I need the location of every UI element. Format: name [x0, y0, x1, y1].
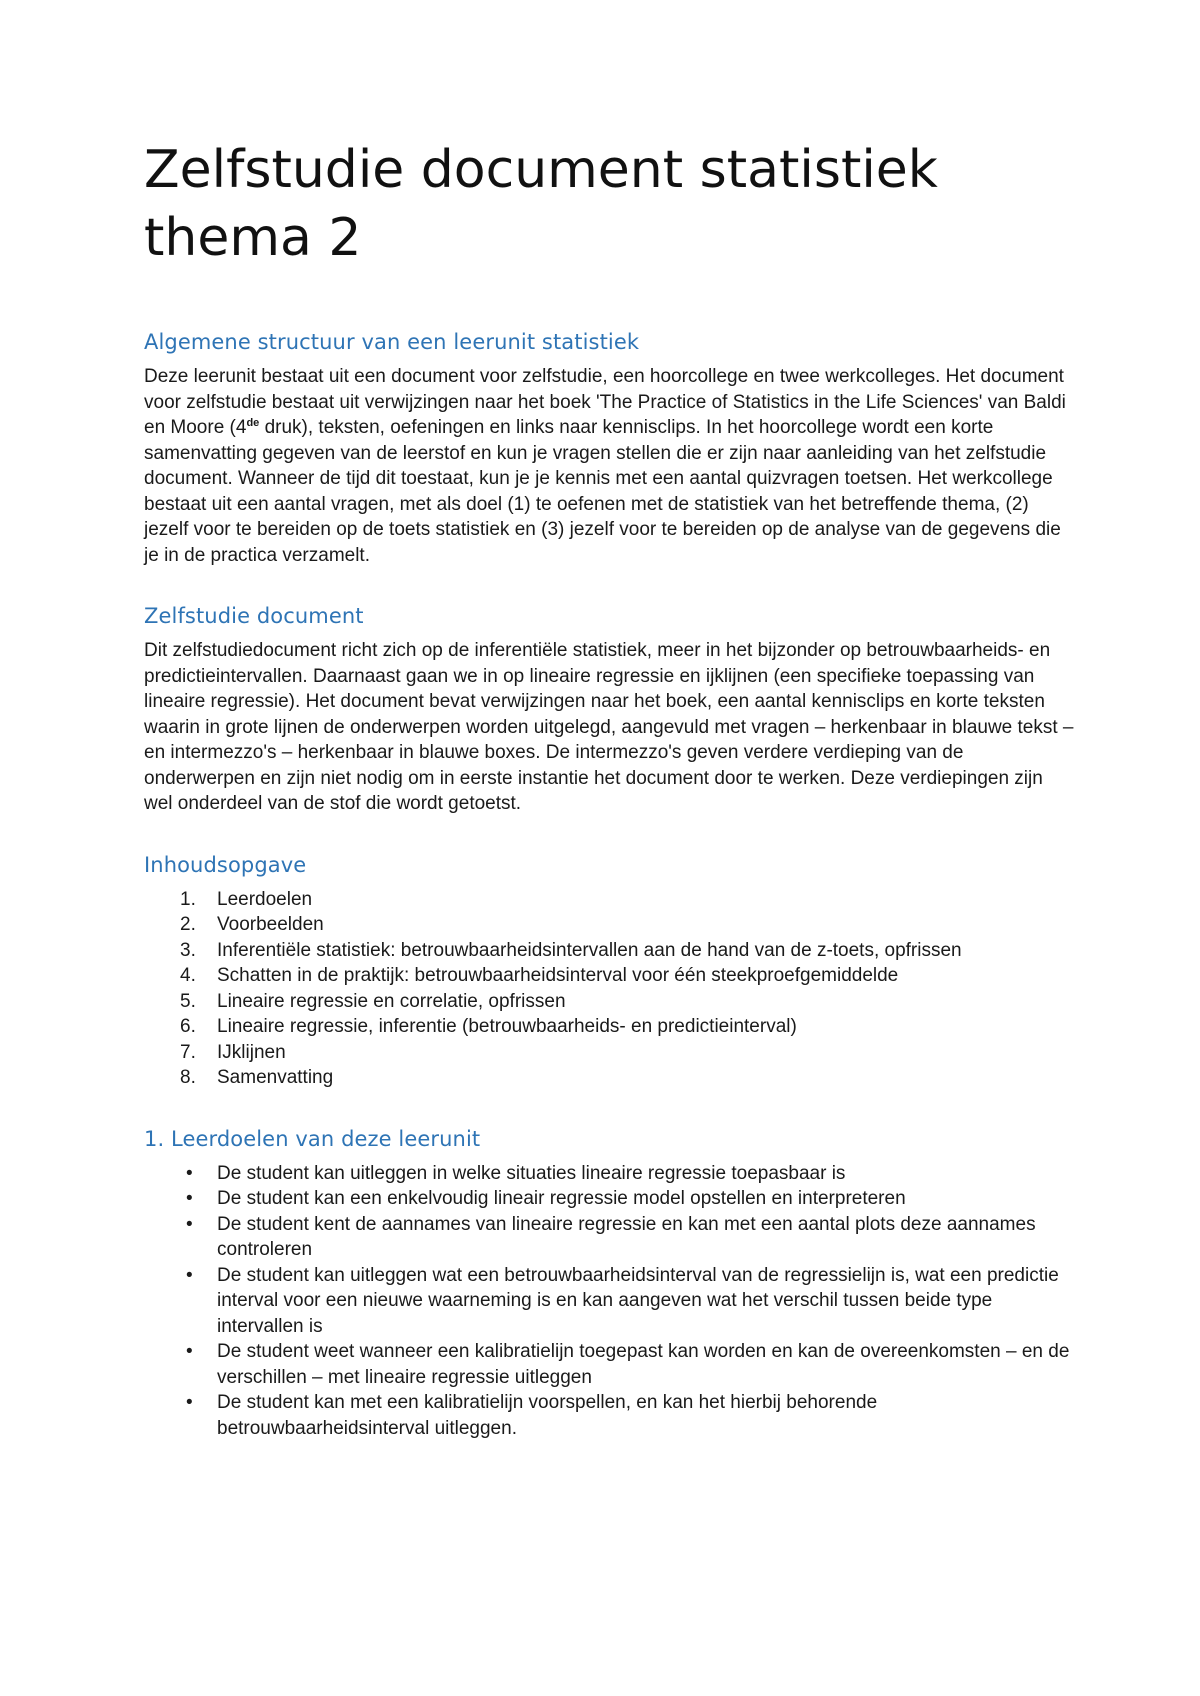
section-structure-paragraph	[144, 364, 1074, 568]
toc-item	[144, 1065, 1074, 1091]
bullet-icon: •	[186, 1188, 193, 1209]
bullet-icon: •	[186, 1162, 193, 1184]
document-title: Zelfstudie document statistiek thema 2	[144, 140, 938, 268]
goals-list	[144, 1161, 1074, 1442]
toc-item-text: Inferentiële statistiek: betrouwbaarheidsintervallen aan de hand van de z-toets, opfrissen	[217, 939, 962, 961]
goal-item	[144, 1263, 1074, 1340]
goal-item	[144, 1161, 1074, 1187]
toc-item	[144, 912, 1074, 938]
toc-list	[144, 887, 1074, 1091]
bullet-icon: •	[186, 1341, 193, 1362]
goal-item	[144, 1339, 1074, 1390]
section-heading-goals: 1. Leerdoelen van deze leerunit	[144, 1126, 481, 1151]
goal-item	[144, 1186, 1074, 1212]
bullet-icon: •	[186, 1392, 193, 1413]
toc-item-text: Lineaire regressie en correlatie, opfrissen	[217, 990, 566, 1012]
toc-item-number: 6.	[180, 1016, 196, 1037]
document-page	[144, 136, 1074, 1441]
toc-item-text: Schatten in de praktijk: betrouwbaarheidsinterval voor één steekproefgemiddelde	[217, 965, 899, 986]
bullet-icon: •	[186, 1264, 193, 1286]
superscript-edition: de	[246, 417, 260, 429]
toc-item-text: IJklijnen	[217, 1041, 286, 1063]
section-selfstudy-paragraph: Dit zelfstudiedocument richt zich op de inferentiële statistiek, meer in het bijzonder op betrouwbaarheids- en predictieintervallen. Daarnaast gaan we in op lineaire regressie en ijklijnen (een specifieke toepassing van lineaire regressie). Het document bevat verwijzingen naar het boek, een aantal kennisclips en korte teksten waarin in grote lijnen de onderwerpen worden uitgelegd, aangevuld met vragen – herkenbaar in blauwe tekst – en intermezzo's – herkenbaar in blauwe boxes. De intermezzo's geven verdere verdieping van de onderwerpen en zijn niet nodig om in eerste instantie het document door te werken. Deze verdiepingen zijn wel onderdeel van de stof die wordt getoetst.	[144, 640, 1074, 814]
toc-item-text: Lineaire regressie, inferentie (betrouwbaarheids- en predictieinterval)	[217, 1016, 797, 1037]
goal-item-text: De student kent de aannames van lineaire regressie en kan met een aantal plots deze aannames controleren	[217, 1213, 1036, 1260]
toc-item	[144, 938, 1074, 964]
paragraph-text-part: druk), teksten, oefeningen en links naar kennisclips. In het hoorcollege wordt een korte samenvatting gegeven van de leerstof en kun je vragen stellen die er zijn naar aanleiding van het zelfstudie document. Wanneer de tijd dit toestaat, kun je je kennis met een aantal quizvragen toetsen. Het werkcollege bestaat uit een aantal vragen, met als doel (1) te oefenen met de statistiek van het betreffende thema, (2) jezelf voor te bereiden op de toets statistiek en (3) jezelf voor te bereiden op de analyse van de gegevens die je in de practica verzamelt.	[144, 417, 1061, 566]
toc-item-text: Leerdoelen	[217, 888, 313, 910]
toc-item-number: 8.	[180, 1067, 196, 1088]
goal-item-text: De student kan met een kalibratielijn voorspellen, en kan het hierbij behorende betrouwbaarheidsinterval uitleggen.	[217, 1392, 878, 1439]
toc-item	[144, 989, 1074, 1015]
toc-item-number: 5.	[180, 990, 196, 1012]
section-heading-structure: Algemene structuur van een leerunit statistiek	[144, 330, 640, 354]
bullet-icon: •	[186, 1213, 193, 1235]
toc-item-number: 7.	[180, 1041, 196, 1063]
goal-item	[144, 1212, 1074, 1263]
section-heading-selfstudy: Zelfstudie document	[144, 604, 364, 628]
goal-item-text: De student kan een enkelvoudig lineair regressie model opstellen en interpreteren	[217, 1188, 906, 1209]
toc-item-number: 1.	[180, 888, 196, 910]
toc-item	[144, 1040, 1074, 1066]
toc-item	[144, 1014, 1074, 1040]
goal-item	[144, 1390, 1074, 1441]
toc-item-number: 2.	[180, 914, 196, 935]
paragraph-text-part: Deze leerunit bestaat uit een document voor zelfstudie, een hoorcollege en twee werkcolleges. Het document voor zelfstudie bestaat uit verwijzingen naar het boek 'The Practice of Statistics in the Life Sciences' van Baldi en Moore (4	[144, 366, 1066, 438]
goal-item-text: De student kan uitleggen wat een betrouwbaarheidsinterval van de regressielijn is, wat een predictie interval voor een nieuwe waarneming is en kan aangeven wat het verschil tussen beide type intervallen is	[217, 1264, 1059, 1337]
toc-item	[144, 963, 1074, 989]
toc-item	[144, 887, 1074, 913]
goal-item-text: De student weet wanneer een kalibratielijn toegepast kan worden en kan de overeenkomsten – en de verschillen – met lineaire regressie uitleggen	[217, 1341, 1070, 1388]
section-heading-toc: Inhoudsopgave	[144, 852, 307, 877]
goal-item-text: De student kan uitleggen in welke situaties lineaire regressie toepasbaar is	[217, 1162, 846, 1184]
toc-item-number: 3.	[180, 939, 196, 961]
toc-item-text: Voorbeelden	[217, 914, 324, 935]
toc-item-number: 4.	[180, 965, 196, 986]
toc-item-text: Samenvatting	[217, 1067, 334, 1088]
